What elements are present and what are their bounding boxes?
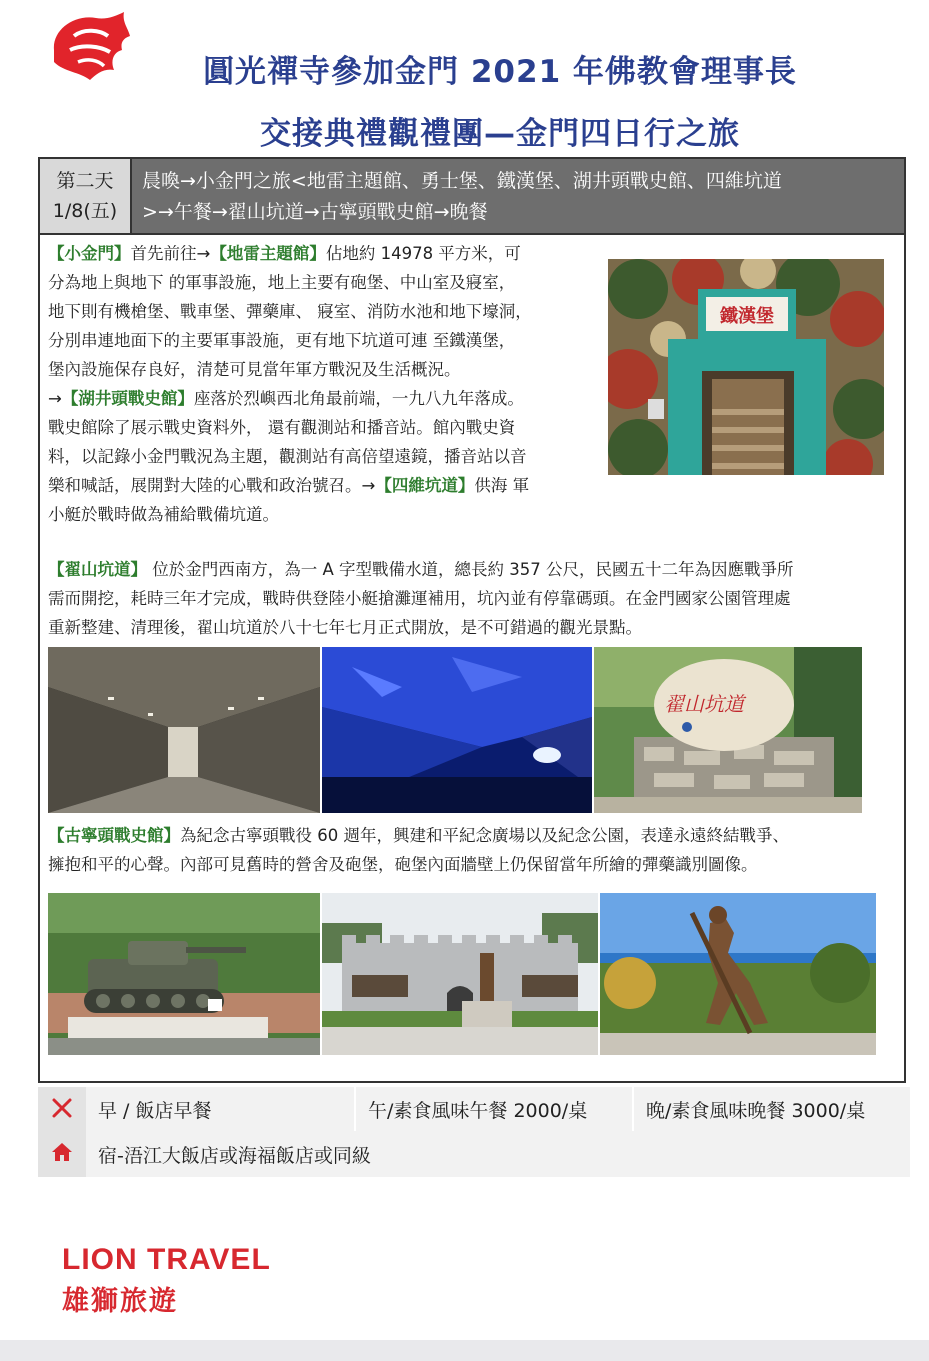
day-cell: [40, 159, 132, 235]
route-line2: >→午餐→翟山坑道→古寧頭戰史館→晚餐: [142, 201, 488, 223]
lion-logo-icon: [44, 10, 132, 82]
s1-line: 小艇於戰時做為補給戰備坑道。: [48, 505, 279, 524]
tunnel-photo-2: [322, 647, 592, 813]
home-icon: [50, 1141, 74, 1163]
s1-line: 【小金門】首先前往→【地雷主題館】佔地約 14978 平方米，可: [48, 244, 521, 263]
tunnel-photo-1: [48, 647, 320, 813]
s2-line: 【翟山坑道】 位於金門西南方，為一 A 字型戰備水道，總長約 357 公尺，民國五十二年為因應戰爭所: [48, 560, 794, 579]
s1-line: 樂和喊話，展開對大陸的心戰和政治號召。→【四維坑道】供海 軍: [48, 476, 530, 495]
lunch-cell: 午/素食風味午餐 2000/桌: [354, 1087, 632, 1131]
stay-icon-cell: [38, 1131, 86, 1177]
brand-name-zh: 雄獅旅遊: [62, 1286, 178, 1317]
s1-line: 地下則有機槍堡、戰車堡、彈藥庫、 寢室、消防水池和地下壕洞，: [48, 302, 532, 321]
meal-row: [38, 1087, 910, 1132]
meal-icon-cell: [38, 1087, 86, 1131]
guningtou-museum-photo: [322, 893, 598, 1055]
brand-name-en: LION TRAVEL: [62, 1243, 271, 1276]
tank-photo: [48, 893, 320, 1055]
s1-line: 戰史館除了展示戰史資料外， 還有觀測站和播音站。館內戰史資: [48, 418, 516, 437]
page-title-line1: 圓光禪寺參加金門 2021 年佛教會理事長: [203, 54, 797, 90]
stay-cell: 宿-浯江大飯店或海福飯店或同級: [98, 1144, 371, 1167]
s1-line: 堡內設施保存良好，清楚可見當年軍方戰況及生活概況。: [48, 360, 461, 379]
s3-line: 【古寧頭戰史館】為紀念古寧頭戰役 60 週年，興建和平紀念廣場以及紀念公園，表達永遠終結戰爭、: [48, 826, 789, 845]
s2-line: 重新整建、清理後，翟山坑道於八十七年七月正式開放，是不可錯過的觀光景點。: [48, 618, 642, 637]
s1-line: 分為地上與地下 的軍事設施，地上主要有砲堡、中山室及寢室，: [48, 273, 516, 292]
soldier-statue-photo: [600, 893, 876, 1055]
s3-line: 擁抱和平的心聲。內部可見舊時的營舍及砲堡，砲堡內面牆壁上仍保留當年所繪的彈藥識別圖像。: [48, 855, 758, 874]
rock-inscription: 翟山坑道: [664, 692, 744, 716]
page-title-line2: 交接典禮觀禮團—金門四日行之旅: [260, 116, 740, 152]
itinerary-frame: [38, 157, 906, 1083]
stay-row: [38, 1131, 910, 1177]
utensils-icon: [51, 1097, 73, 1119]
section1-text: [48, 239, 604, 529]
breakfast-cell: 早 / 飯店早餐: [98, 1099, 212, 1122]
s1-line: 料，以記錄小金門戰況為主題，觀測站有高倍望遠鏡，播音站以音: [48, 447, 527, 466]
bunker-sign-text: 鐵漢堡: [720, 306, 774, 327]
zhaishan-rock-photo: [594, 647, 862, 813]
s1-line: 分別串連地面下的主要軍事設施，更有地下坑道可連 至鐵漢堡，: [48, 331, 516, 350]
s2-line: 需而開挖，耗時三年才完成，戰時供登陸小艇搶灘運補用，坑內並有停靠碼頭。在金門國家公園管理處: [48, 589, 791, 608]
section2-text: [48, 555, 900, 642]
day-label: 第二天: [56, 170, 114, 192]
route-cell: [132, 159, 904, 235]
iron-bunker-photo: [608, 259, 884, 475]
day-date: 1/8(五): [52, 200, 118, 222]
bottom-bar: [0, 1340, 929, 1361]
dinner-cell: 晚/素食風味晚餐 3000/桌: [632, 1087, 910, 1131]
s1-line: →【湖井頭戰史館】座落於烈嶼西北角最前端，一九八九年落成。: [48, 389, 524, 408]
section3-text: [48, 821, 900, 879]
route-line1: 晨喚→小金門之旅<地雷主題館、勇士堡、鐵漢堡、湖井頭戰史館、四維坑道: [142, 170, 782, 192]
